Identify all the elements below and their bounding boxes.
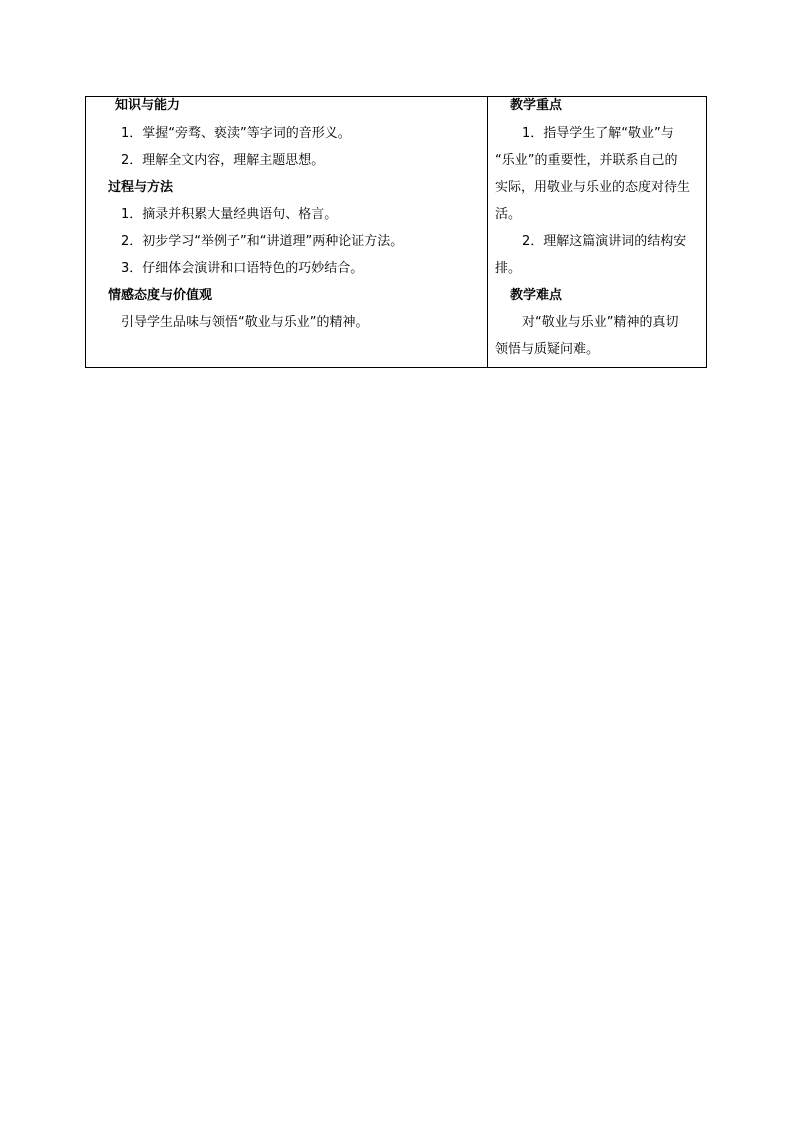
difficulty-text: 对“敬业与乐业”精神的真切: [522, 315, 679, 330]
focus-text: 1．指导学生了解“敬业”与: [522, 126, 674, 141]
difficulty-text: 领悟与质疑问难。: [495, 342, 600, 357]
objective-item: 1．摘录并积累大量经典语句、格言。: [121, 207, 338, 222]
heading-emotion-values: 情感态度与价值观: [108, 288, 213, 303]
focus-text: 活。: [495, 207, 522, 222]
objective-item: 2．理解全文内容，理解主题思想。: [121, 153, 325, 168]
focus-text: 排。: [495, 261, 522, 276]
focus-text: 2．理解这篇演讲词的结构安: [522, 234, 687, 249]
heading-teaching-focus: 教学重点: [510, 98, 563, 113]
heading-teaching-difficulty: 教学难点: [510, 288, 563, 303]
heading-knowledge-ability: 知识与能力: [115, 98, 181, 113]
objective-item: 2．初步学习“举例子”和“讲道理”两种论证方法。: [121, 234, 404, 249]
objectives-table: [85, 96, 707, 368]
column-divider: [487, 97, 488, 367]
focus-text: 实际，用敬业与乐业的态度对待生: [495, 180, 691, 195]
heading-process-method: 过程与方法: [108, 180, 174, 195]
objective-item: 引导学生品味与领悟“敬业与乐业”的精神。: [121, 315, 369, 330]
focus-text: “乐业”的重要性，并联系自己的: [495, 153, 678, 168]
objective-item: 1．掌握“旁骛、亵渎”等字词的音形义。: [121, 126, 351, 141]
objective-item: 3．仔细体会演讲和口语特色的巧妙结合。: [121, 261, 364, 276]
